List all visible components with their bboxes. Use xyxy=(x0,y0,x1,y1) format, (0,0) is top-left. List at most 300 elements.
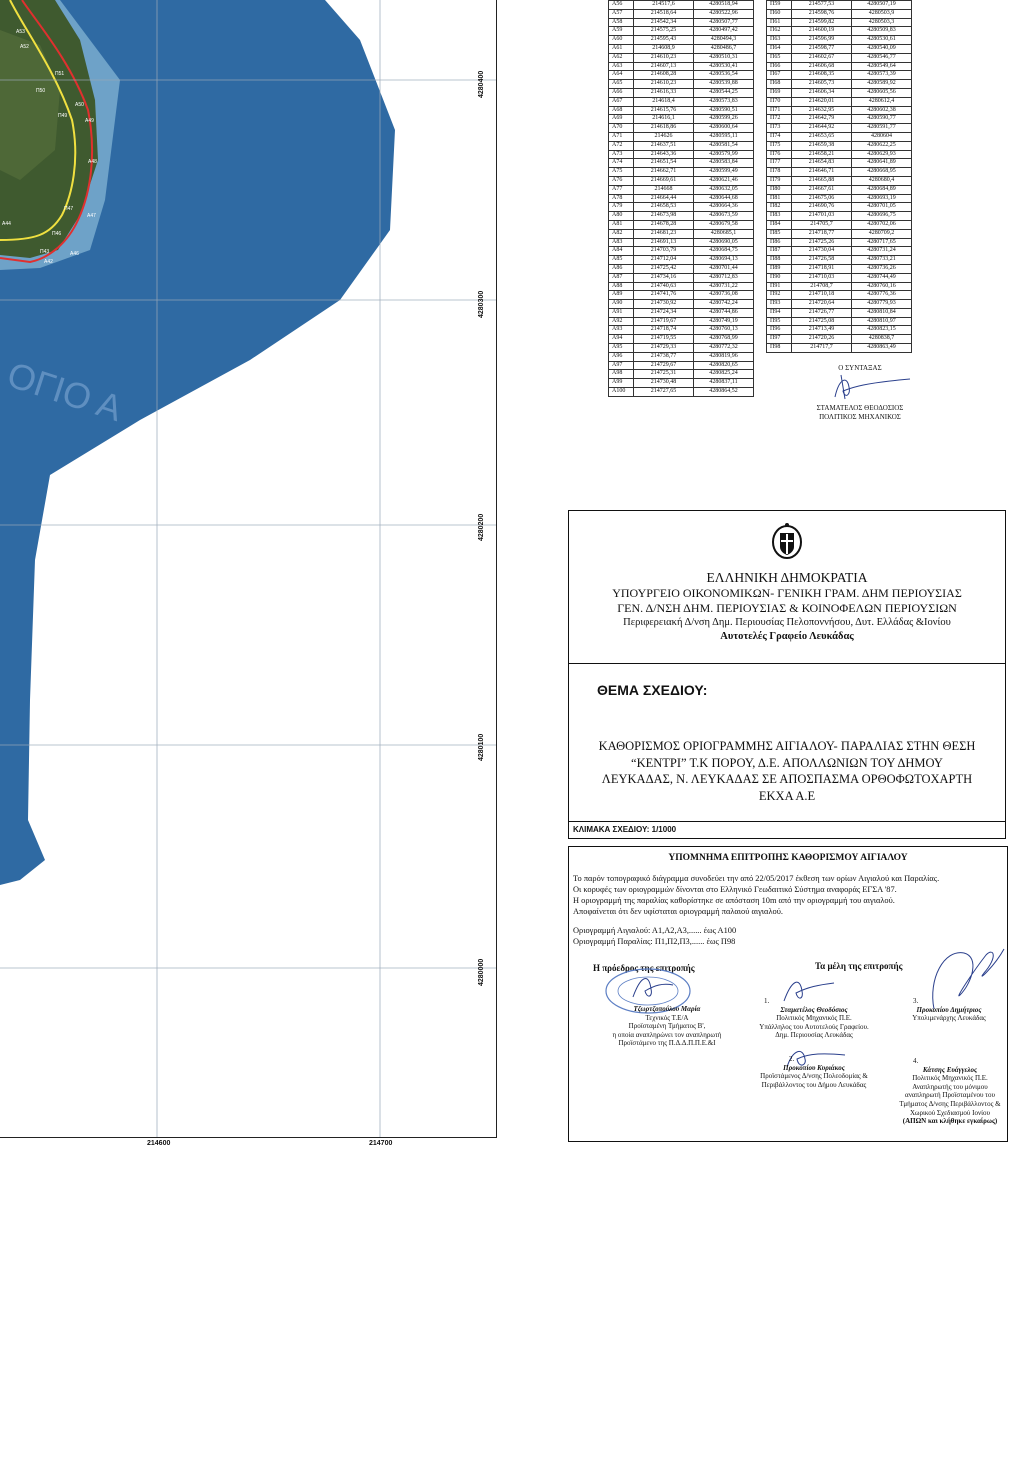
coord-cell-point: Π62 xyxy=(767,27,792,36)
point-label: Π46 xyxy=(52,231,62,237)
coord-cell-y: 4280549,64 xyxy=(852,62,912,71)
coord-cell-x: 214608,35 xyxy=(792,71,852,80)
point-label: Α48 xyxy=(88,159,97,165)
coord-cell-y: 4280685,1 xyxy=(694,229,754,238)
coord-cell-y: 4280583,84 xyxy=(694,159,754,168)
coord-cell-y: 4280539,88 xyxy=(694,80,754,89)
coord-cell-y: 4280749,19 xyxy=(694,317,754,326)
coord-cell-y: 4280810,84 xyxy=(852,308,912,317)
coord-row xyxy=(609,308,754,317)
memo-paragraph: Η οριογραμμή της παραλίας καθορίστηκε σε απόσταση 10m από την οριογραμμή του αιγιαλού. xyxy=(573,896,895,905)
coord-cell-point: Π66 xyxy=(767,62,792,71)
coord-cell-x: 214708,7 xyxy=(792,282,852,291)
coord-row xyxy=(767,238,912,247)
member-1-name: Σταματέλος Θεοδόσιος xyxy=(780,1005,848,1014)
coord-row xyxy=(609,106,754,115)
coord-row xyxy=(609,335,754,344)
shoreline-coords-table-wrap xyxy=(608,0,754,397)
coord-cell-y: 4280644,68 xyxy=(694,194,754,203)
orthophoto-map xyxy=(0,0,497,1138)
coord-row xyxy=(609,282,754,291)
coord-row xyxy=(609,124,754,133)
coord-cell-point: Α58 xyxy=(609,18,634,27)
members-heading: Τα μέλη της επιτροπής xyxy=(815,961,903,971)
point-label: Α46 xyxy=(70,251,79,257)
chair-line: Προϊσταμένη Τμήματος Β', xyxy=(628,1022,706,1031)
coord-cell-y: 4280709,2 xyxy=(852,229,912,238)
coord-cell-point: Π98 xyxy=(767,344,792,353)
coord-cell-y: 4280668,95 xyxy=(852,168,912,177)
point-label: Α50 xyxy=(75,102,84,108)
header-ministry: ΥΠΟΥΡΓΕΙΟ ΟΙΚΟΝΟΜΙΚΩΝ- ΓΕΝΙΚΗ ΓΡΑΜ. ΔΗΜ ΠΕΡΙΟΥΣΙΑΣ xyxy=(612,586,962,600)
member-2-block xyxy=(734,1055,894,1089)
coord-row xyxy=(609,185,754,194)
coord-cell-y: 4280684,89 xyxy=(852,185,912,194)
coord-cell-point: Α98 xyxy=(609,370,634,379)
coord-row xyxy=(609,97,754,106)
x-tick: 214600 xyxy=(147,1140,171,1147)
subject-text xyxy=(569,738,1005,804)
point-label: Α52 xyxy=(20,44,29,50)
point-label: Π51 xyxy=(55,71,65,77)
chair-line: Προϊστάμενο της Π.Δ.Δ.Π.Π.Ε.&Ι xyxy=(618,1039,716,1048)
coord-cell-x: 214600,19 xyxy=(792,27,852,36)
coord-cell-point: Α95 xyxy=(609,344,634,353)
coord-row xyxy=(767,264,912,273)
coord-row xyxy=(767,212,912,221)
coord-cell-x: 214598,76 xyxy=(792,9,852,18)
coord-cell-x: 214626 xyxy=(634,132,694,141)
composer-role: ΠΟΛΙΤΙΚΟΣ ΜΗΧΑΝΙΚΟΣ xyxy=(819,413,901,421)
coord-cell-point: Π60 xyxy=(767,9,792,18)
coord-cell-point: Α64 xyxy=(609,71,634,80)
coord-row xyxy=(767,1,912,10)
coord-row xyxy=(767,106,912,115)
coord-cell-x: 214606,34 xyxy=(792,88,852,97)
coord-cell-x: 214616,1 xyxy=(634,115,694,124)
point-label: Π47 xyxy=(64,206,74,212)
y-tick: 4280200 xyxy=(478,513,485,541)
coord-cell-y: 4280696,75 xyxy=(852,212,912,221)
point-label: Π50 xyxy=(36,88,46,94)
coord-row xyxy=(609,53,754,62)
coord-cell-y: 4280838,7 xyxy=(852,335,912,344)
subject-line: “ΚΕΝΤΡΙ” Τ.Κ ΠΟΡΟΥ, Δ.Ε. ΑΠΟΛΛΩΝΙΩΝ ΤΟΥ ΔΗΜΟΥ xyxy=(631,755,943,770)
coord-cell-x: 214664,44 xyxy=(634,194,694,203)
coord-cell-y: 4280772,32 xyxy=(694,344,754,353)
scale-row xyxy=(568,821,1006,839)
coord-cell-y: 4280503,3 xyxy=(852,18,912,27)
coord-cell-y: 4280573,83 xyxy=(694,97,754,106)
coord-cell-x: 214710,18 xyxy=(792,291,852,300)
coord-cell-x: 214718,77 xyxy=(792,229,852,238)
coord-cell-y: 4280731,22 xyxy=(694,282,754,291)
coord-cell-x: 214730,04 xyxy=(792,247,852,256)
chair-name: Τζωρτζοπούλου Μαρία xyxy=(633,1005,701,1013)
coord-cell-x: 214681,23 xyxy=(634,229,694,238)
member-1-line: Πολιτικός Μηχανικός Π.Ε. xyxy=(776,1014,852,1023)
coord-cell-y: 4280736,08 xyxy=(694,291,754,300)
coord-cell-y: 4280694,13 xyxy=(694,256,754,265)
coord-cell-y: 4280546,77 xyxy=(852,53,912,62)
coord-cell-point: Π69 xyxy=(767,88,792,97)
x-tick: 214700 xyxy=(369,1140,393,1147)
coord-cell-point: Α92 xyxy=(609,317,634,326)
coord-row xyxy=(609,176,754,185)
coord-cell-point: Α69 xyxy=(609,115,634,124)
member-3-block xyxy=(889,997,1009,1023)
coord-cell-y: 4280509,83 xyxy=(852,27,912,36)
member-2-name: Προκοπίου Κυριάκος xyxy=(783,1063,845,1072)
coord-row xyxy=(767,115,912,124)
coord-row xyxy=(609,194,754,203)
coord-cell-x: 214610,23 xyxy=(634,80,694,89)
coord-cell-point: Α62 xyxy=(609,53,634,62)
coord-cell-x: 214651,54 xyxy=(634,159,694,168)
coord-row xyxy=(609,247,754,256)
coord-cell-x: 214643,36 xyxy=(634,150,694,159)
coord-row xyxy=(609,18,754,27)
coord-cell-x: 214542,34 xyxy=(634,18,694,27)
coord-cell-x: 214727,65 xyxy=(634,388,694,397)
coord-cell-x: 214718,74 xyxy=(634,326,694,335)
coord-cell-y: 4280612,4 xyxy=(852,97,912,106)
chair-line: η οποία αναπληρώνει τον αναπληρωτή xyxy=(612,1030,722,1039)
coord-cell-point: Α91 xyxy=(609,308,634,317)
coord-cell-y: 4280717,65 xyxy=(852,238,912,247)
coord-row xyxy=(609,150,754,159)
coord-row xyxy=(767,247,912,256)
coord-cell-point: Π94 xyxy=(767,308,792,317)
coord-cell-x: 214605,73 xyxy=(792,80,852,89)
coord-cell-point: Α99 xyxy=(609,379,634,388)
coord-cell-y: 4280590,51 xyxy=(694,106,754,115)
coord-cell-x: 214659,38 xyxy=(792,141,852,150)
coord-row xyxy=(767,220,912,229)
coord-cell-point: Α89 xyxy=(609,291,634,300)
coord-row xyxy=(767,36,912,45)
shoreline-coords-table xyxy=(608,0,754,397)
coord-cell-y: 4280825,24 xyxy=(694,370,754,379)
chair-line: Τεχνικός Τ.Ε/Α xyxy=(645,1013,689,1022)
coord-row xyxy=(609,220,754,229)
coord-cell-point: Α61 xyxy=(609,44,634,53)
coord-cell-x: 214738,77 xyxy=(634,352,694,361)
coord-row xyxy=(767,300,912,309)
coord-cell-point: Π73 xyxy=(767,124,792,133)
subject-label: ΘΕΜΑ ΣΧΕΔΙΟΥ: xyxy=(597,682,708,698)
coord-row xyxy=(767,71,912,80)
memo-title: ΥΠΟΜΝΗΜΑ ΕΠΙΤΡΟΠΗΣ ΚΑΘΟΡΙΣΜΟΥ ΑΙΓΙΑΛΟΥ xyxy=(668,853,908,863)
point-label: Α47 xyxy=(87,213,96,219)
coord-cell-x: 214654,83 xyxy=(792,159,852,168)
coord-cell-x: 214725,26 xyxy=(792,238,852,247)
member-2-line: Προϊστάμενος Δ/νσης Πολεοδομίας & xyxy=(760,1072,868,1081)
coord-cell-point: Α66 xyxy=(609,88,634,97)
coord-cell-x: 214717,7 xyxy=(792,344,852,353)
coord-cell-y: 4280544,25 xyxy=(694,88,754,97)
chair-block xyxy=(577,1005,757,1048)
coord-cell-x: 214741,76 xyxy=(634,291,694,300)
point-label: Α44 xyxy=(2,221,11,227)
coord-cell-point: Α96 xyxy=(609,352,634,361)
chair-heading: Η πρόεδρος της επιτροπής xyxy=(593,963,695,973)
coord-cell-point: Π91 xyxy=(767,282,792,291)
greek-coat-of-arms-icon xyxy=(770,521,804,561)
coord-row xyxy=(609,168,754,177)
coord-cell-x: 214726,77 xyxy=(792,308,852,317)
coord-cell-x: 214620,01 xyxy=(792,97,852,106)
header-regional: Περιφερειακή Δ/νση Δημ. Περιουσίας Πελοποννήσου, Δυτ. Ελλάδας &Ιονίου xyxy=(623,617,951,628)
coord-cell-y: 4280510,31 xyxy=(694,53,754,62)
y-tick: 4280400 xyxy=(478,70,485,98)
coord-cell-y: 4280779,93 xyxy=(852,300,912,309)
coord-row xyxy=(609,71,754,80)
coord-cell-x: 214610,23 xyxy=(634,53,694,62)
coord-cell-y: 4280599,49 xyxy=(694,168,754,177)
point-label: Α53 xyxy=(16,29,25,35)
coord-cell-y: 4280820,65 xyxy=(694,361,754,370)
coord-cell-x: 214705,7 xyxy=(792,220,852,229)
coord-cell-point: Π79 xyxy=(767,176,792,185)
coord-cell-y: 4280744,86 xyxy=(694,308,754,317)
coord-cell-x: 214718,91 xyxy=(792,264,852,273)
coord-cell-point: Α93 xyxy=(609,326,634,335)
coord-cell-point: Π70 xyxy=(767,97,792,106)
coord-cell-point: Α81 xyxy=(609,220,634,229)
coord-cell-x: 214595,43 xyxy=(634,36,694,45)
coord-cell-y: 4280522,96 xyxy=(694,9,754,18)
coord-cell-y: 4280693,19 xyxy=(852,194,912,203)
coord-row xyxy=(767,273,912,282)
coord-row xyxy=(767,326,912,335)
coord-cell-point: Π76 xyxy=(767,150,792,159)
coord-cell-x: 214725,08 xyxy=(792,317,852,326)
subject-line: ΛΕΥΚΑΔΑΣ, Ν. ΛΕΥΚΑΔΑΣ ΣΕ ΑΠΟΣΠΑΣΜΑ ΟΡΘΟΦΩΤΟΧΑΡΤΗ xyxy=(601,772,973,786)
coord-cell-x: 214725,31 xyxy=(634,370,694,379)
coord-row xyxy=(767,168,912,177)
coord-cell-y: 4280864,52 xyxy=(694,388,754,397)
coord-cell-y: 4280629,93 xyxy=(852,150,912,159)
coord-cell-point: Π67 xyxy=(767,71,792,80)
coord-cell-x: 214615,76 xyxy=(634,106,694,115)
coord-row xyxy=(767,185,912,194)
coord-row xyxy=(609,326,754,335)
coord-cell-y: 4280701,05 xyxy=(852,203,912,212)
coord-cell-point: Π87 xyxy=(767,247,792,256)
coord-cell-x: 214665,88 xyxy=(792,176,852,185)
coord-row xyxy=(767,88,912,97)
coord-cell-x: 214734,16 xyxy=(634,273,694,282)
coord-cell-y: 4280760,13 xyxy=(694,326,754,335)
coord-cell-y: 4280863,49 xyxy=(852,344,912,353)
coord-cell-point: Π64 xyxy=(767,44,792,53)
coord-cell-y: 4280600,64 xyxy=(694,124,754,133)
coord-row xyxy=(609,159,754,168)
coord-cell-point: Α100 xyxy=(609,388,634,397)
coord-cell-y: 4280507,19 xyxy=(852,1,912,10)
coord-cell-x: 214658,53 xyxy=(634,203,694,212)
coord-row xyxy=(609,229,754,238)
coord-cell-x: 214577,53 xyxy=(792,1,852,10)
coord-row xyxy=(609,370,754,379)
coord-cell-x: 214729,67 xyxy=(634,361,694,370)
coord-row xyxy=(609,27,754,36)
coord-cell-y: 4280591,77 xyxy=(852,124,912,133)
coord-row xyxy=(609,256,754,265)
coord-cell-y: 4280536,54 xyxy=(694,71,754,80)
coord-row xyxy=(767,308,912,317)
member-4-number: 4. xyxy=(913,1057,919,1065)
coord-row xyxy=(767,80,912,89)
coord-row xyxy=(767,27,912,36)
coord-cell-x: 214701,03 xyxy=(792,212,852,221)
coord-cell-y: 4280742,24 xyxy=(694,300,754,309)
map-canvas xyxy=(0,0,496,1137)
coord-cell-point: Α67 xyxy=(609,97,634,106)
coord-cell-point: Α76 xyxy=(609,176,634,185)
memo-shoreline-range: Οριογραμμή Αιγιαλού: Α1,Α2,Α3,...... έως Α100 xyxy=(573,926,737,935)
coord-cell-point: Π63 xyxy=(767,36,792,45)
coord-cell-x: 214642,79 xyxy=(792,115,852,124)
subject-line: ΚΑΘΟΡΙΣΜΟΣ ΟΡΙΟΓΡΑΜΜΗΣ ΑΙΓΙΑΛΟΥ- ΠΑΡΑΛΙΑΣ ΣΤΗΝ ΘΕΣΗ xyxy=(598,739,976,753)
coord-cell-y: 4280486,7 xyxy=(694,44,754,53)
coord-cell-x: 214730,48 xyxy=(634,379,694,388)
coord-cell-y: 4280684,75 xyxy=(694,247,754,256)
coord-row xyxy=(609,352,754,361)
y-tick: 4280000 xyxy=(478,958,485,986)
header-directorate: ΓΕΝ. Δ/ΝΣΗ ΔΗΜ. ΠΕΡΙΟΥΣΙΑΣ & ΚΟΙΝΟΦΕΛΩΝ ΠΕΡΙΟΥΣΙΩΝ xyxy=(617,601,957,615)
coord-cell-y: 4280589,92 xyxy=(852,80,912,89)
coord-cell-y: 4280595,11 xyxy=(694,132,754,141)
coord-cell-x: 214616,33 xyxy=(634,88,694,97)
coord-cell-y: 4280760,16 xyxy=(852,282,912,291)
coord-cell-y: 4280664,36 xyxy=(694,203,754,212)
coord-cell-x: 214712,04 xyxy=(634,256,694,265)
coord-row xyxy=(767,18,912,27)
coord-cell-x: 214720,26 xyxy=(792,335,852,344)
coord-row xyxy=(767,53,912,62)
point-label: Α49 xyxy=(85,118,94,124)
coord-cell-y: 4280530,41 xyxy=(694,62,754,71)
coord-row xyxy=(609,203,754,212)
coord-cell-y: 4280641,89 xyxy=(852,159,912,168)
beach-coords-table-wrap xyxy=(766,0,912,353)
point-label: Π49 xyxy=(58,113,68,119)
member-3-line: Υπολιμενάρχης Λευκάδας xyxy=(912,1014,986,1023)
coord-cell-y: 4280622,25 xyxy=(852,141,912,150)
coord-cell-y: 4280507,77 xyxy=(694,18,754,27)
coord-row xyxy=(609,212,754,221)
member-4-name: Κάτσης Ευάγγελος xyxy=(922,1065,978,1074)
coord-cell-point: Α56 xyxy=(609,1,634,10)
coord-cell-x: 214596,99 xyxy=(792,36,852,45)
coord-row xyxy=(767,150,912,159)
coord-cell-point: Π92 xyxy=(767,291,792,300)
coord-cell-x: 214599,82 xyxy=(792,18,852,27)
coord-cell-x: 214678,28 xyxy=(634,220,694,229)
coord-cell-point: Α78 xyxy=(609,194,634,203)
composer-name: ΣΤΑΜΑΤΕΛΟΣ ΘΕΟΔΟΣΙΟΣ xyxy=(816,404,904,412)
coord-cell-y: 4280712,83 xyxy=(694,273,754,282)
composer-block xyxy=(800,364,920,422)
coord-cell-x: 214669,61 xyxy=(634,176,694,185)
member-1-line: Δημ. Περιουσίας Λευκάδας xyxy=(775,1031,853,1040)
coord-cell-x: 214618,4 xyxy=(634,97,694,106)
coord-cell-x: 214608,28 xyxy=(634,71,694,80)
coord-row xyxy=(609,273,754,282)
coord-cell-x: 214719,67 xyxy=(634,317,694,326)
member-3-name: Προκοπίου Δημήτριος xyxy=(916,1005,982,1014)
member-3-number: 3. xyxy=(913,997,919,1005)
coord-row xyxy=(609,238,754,247)
coord-cell-point: Α63 xyxy=(609,62,634,71)
coord-cell-x: 214740,63 xyxy=(634,282,694,291)
coord-cell-point: Π89 xyxy=(767,264,792,273)
coord-cell-x: 214575,25 xyxy=(634,27,694,36)
coord-cell-y: 4280768,99 xyxy=(694,335,754,344)
coord-row xyxy=(609,62,754,71)
committee-memo xyxy=(568,846,1008,1142)
member-1-number: 1. xyxy=(764,997,770,1005)
coord-cell-x: 214608,9 xyxy=(634,44,694,53)
coord-cell-y: 4280579,99 xyxy=(694,150,754,159)
coord-row xyxy=(767,9,912,18)
coord-cell-point: Α60 xyxy=(609,36,634,45)
coord-cell-point: Α77 xyxy=(609,185,634,194)
coord-cell-point: Α87 xyxy=(609,273,634,282)
coord-cell-x: 214658,21 xyxy=(792,150,852,159)
coord-row xyxy=(767,291,912,300)
coord-cell-point: Π86 xyxy=(767,238,792,247)
coord-cell-x: 214719,55 xyxy=(634,335,694,344)
coord-cell-point: Α59 xyxy=(609,27,634,36)
coord-cell-y: 4280494,3 xyxy=(694,36,754,45)
member-1-block xyxy=(739,997,889,1040)
coord-cell-point: Π85 xyxy=(767,229,792,238)
coord-cell-x: 214607,13 xyxy=(634,62,694,71)
coord-row xyxy=(609,361,754,370)
coord-cell-y: 4280540,09 xyxy=(852,44,912,53)
coord-row xyxy=(609,80,754,89)
coord-cell-point: Π97 xyxy=(767,335,792,344)
coord-cell-x: 214618,86 xyxy=(634,124,694,133)
coord-row xyxy=(767,282,912,291)
coord-row xyxy=(609,115,754,124)
coord-cell-y: 4280680,4 xyxy=(852,176,912,185)
coord-row xyxy=(609,132,754,141)
coord-cell-point: Π75 xyxy=(767,141,792,150)
coord-cell-x: 214598,77 xyxy=(792,44,852,53)
coord-cell-x: 214713,49 xyxy=(792,326,852,335)
coord-cell-point: Α94 xyxy=(609,335,634,344)
coord-cell-y: 4280518,94 xyxy=(694,1,754,10)
coord-cell-y: 4280776,36 xyxy=(852,291,912,300)
coord-cell-point: Α90 xyxy=(609,300,634,309)
header-office: Αυτοτελές Γραφείο Λευκάδας xyxy=(720,631,854,642)
coord-cell-x: 214518,64 xyxy=(634,9,694,18)
coord-row xyxy=(609,388,754,397)
coord-cell-x: 214653,65 xyxy=(792,132,852,141)
coord-cell-x: 214725,42 xyxy=(634,264,694,273)
coord-cell-x: 214703,79 xyxy=(634,247,694,256)
composer-heading: Ο ΣΥΝΤΑΞΑΣ xyxy=(838,364,882,372)
coord-cell-point: Π71 xyxy=(767,106,792,115)
member-4-line: Αναπληρωτής του μόνιμου xyxy=(912,1082,988,1091)
coord-row xyxy=(767,335,912,344)
coord-row xyxy=(767,229,912,238)
coord-cell-point: Α71 xyxy=(609,132,634,141)
